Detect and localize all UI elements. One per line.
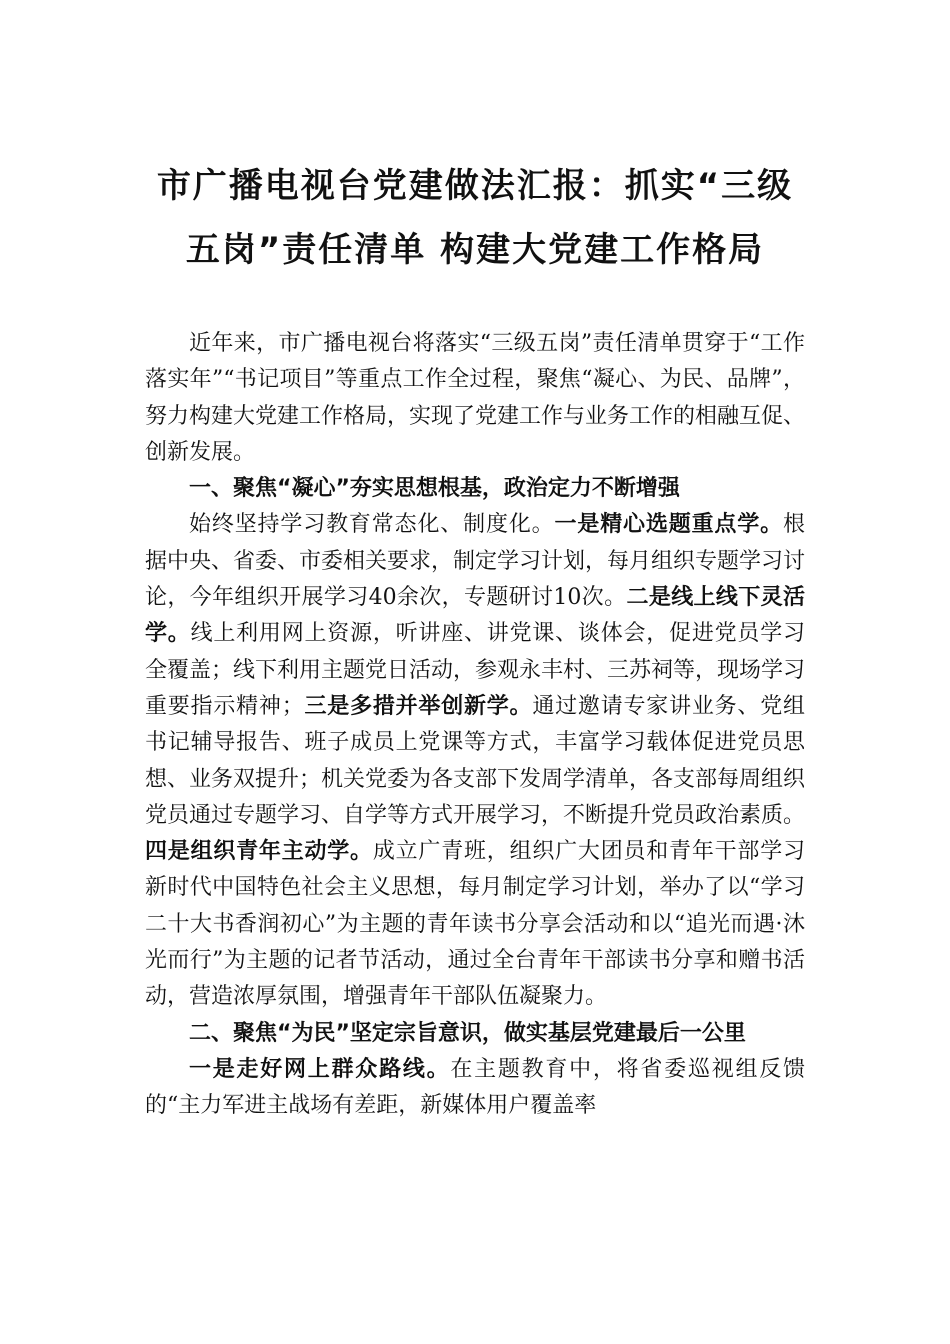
- section1-text-1: 根据中央、省委、市委相关要求，制定学习计划，每月组织专题学习讨论，今年组织开展学习40余次，专题研讨10次。: [145, 512, 806, 611]
- section2-lead-1: 一是走好网上群众路线。: [189, 1056, 451, 1082]
- section1-lead-3: 三是多措并举创新学。: [303, 693, 533, 719]
- intro-paragraph: 近年来，市广播电视台将落实“三级五岗”责任清单贯穿于“工作落实年”“书记项目”等重点工作全过程，聚焦“凝心、为民、品牌”，努力构建大党建工作格局，实现了党建工作与业务工作的相融互促、创新发展。: [145, 331, 806, 465]
- section2-text-1: 在主题教育中，将省委巡视组反馈的“主力军进主战场有差距，新媒体用户覆盖率: [145, 1056, 805, 1119]
- section1-heading: 一、聚焦“凝心”夯实思想根基，政治定力不断增强: [189, 476, 680, 502]
- section1-lead-4: 四是组织青年主动学。: [145, 839, 373, 865]
- section1-text-3: 通过邀请专家讲业务、党组书记辅导报告、班子成员上党课等方式，丰富学习载体促进党员思想、业务双提升；机关党委为各支部下发周学清单，各支部每周组织党员通过专题学习、自学等方式开展学习，不断提升党员政治素质。: [145, 693, 806, 828]
- section1-opening-text: 始终坚持学习教育常态化、制度化。: [189, 512, 555, 538]
- section2-paragraph: [145, 1052, 805, 1125]
- section2-heading: 二、聚焦“为民”坚定宗旨意识，做实基层党建最后一公里: [189, 1020, 746, 1046]
- section1-paragraph: [145, 507, 805, 1015]
- document-title-line2: 五岗”责任清单 构建大党建工作格局: [185, 230, 765, 270]
- document-body: [145, 326, 805, 1125]
- section1-lead-2: 二是线上线下灵活学。: [145, 585, 805, 647]
- document-title-line1: 市广播电视台党建做法汇报：抓实“三级: [156, 166, 794, 206]
- section1-lead-1: 一是精心选题重点学。: [554, 512, 783, 538]
- section1-text-2: 线上利用网上资源，听讲座、讲党课、谈体会，促进党员学习全覆盖；线下利用主题党日活动，参观永丰村、三苏祠等，现场学习重要指示精神；: [145, 621, 806, 719]
- section1-text-4: 成立广青班，组织广大团员和青年干部学习新时代中国特色社会主义思想，每月制定学习计划，举办了以“学习二十大书香润初心”为主题的青年读书分享会活动和以“追光而遇·沐光而行”为主题的记者节活动，通过全台青年干部读书分享和赠书活动，营造浓厚氛围，增强青年干部队伍凝聚力。: [145, 839, 805, 1010]
